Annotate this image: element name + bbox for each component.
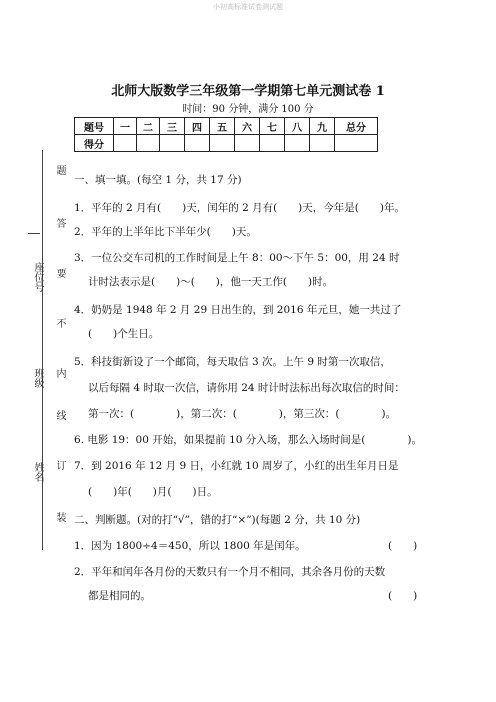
score-cell	[285, 135, 310, 152]
binding-line	[42, 150, 43, 550]
judge-question-2: 2．平年和闰年各月份的天数只有一个月不相同，其余各月份的天数	[74, 566, 386, 578]
question-5-blanks: 第一次：( )，第二次：( )，第三次：( )。	[88, 408, 397, 420]
judge-question-1: 1．因为 1800÷4＝450，所以 1800 年是闰年。	[74, 540, 306, 552]
score-cell	[235, 135, 260, 152]
score-cell: 总分	[335, 118, 378, 135]
seat-fill-line	[28, 233, 40, 234]
question-7: 7．到 2016 年 12 月 9 日，小红就 10 周岁了，小红的出生年月日是	[74, 460, 399, 472]
score-cell	[160, 135, 185, 152]
score-cell	[310, 135, 335, 152]
seal-char-8: 装	[54, 512, 65, 522]
question-3-cont: 计时法表示是( )～( )，他一天工作( )时。	[88, 276, 334, 288]
score-cell	[185, 135, 210, 152]
score-table-header-row	[75, 118, 378, 135]
question-5-cont: 以后每隔 4 时取一次信，请你用 24 时计时法标出每次取信的时间：	[88, 382, 405, 394]
judge-answer-box-1: ( )	[388, 540, 418, 552]
score-cell: 四	[185, 118, 210, 135]
score-table	[74, 117, 378, 152]
score-cell	[114, 135, 137, 152]
score-cell: 三	[160, 118, 185, 135]
name-label: 姓名	[32, 462, 43, 482]
page-subtitle: 时间：90 分钟，满分 100 分	[182, 104, 314, 115]
score-cell: 七	[260, 118, 285, 135]
question-4-cont: ( )个生日。	[88, 328, 160, 340]
section1-heading: 一、填一填。(每空 1 分，共 17 分)	[74, 174, 242, 186]
score-cell: 六	[235, 118, 260, 135]
section2-heading: 二、判断题。(对的打“√”，错的打“×”)(每题 2 分，共 10 分)	[74, 514, 361, 526]
question-7-cont: ( )年( )月( )日。	[88, 486, 218, 498]
score-cell: 得分	[75, 135, 114, 152]
question-4: 4．奶奶是 1948 年 2 月 29 日出生的，到 2016 年元旦，她一共过了	[74, 304, 402, 316]
question-3: 3．一位公交车司机的工作时间是上午 8：00～下午 5：00，用 24 时	[74, 252, 400, 264]
score-cell	[335, 135, 378, 152]
question-1: 1．平年的 2 月有( )天，闰年的 2 月有( )天，今年是( )年。	[74, 202, 405, 214]
score-cell: 一	[114, 118, 137, 135]
score-cell	[137, 135, 160, 152]
seal-char-4: 不	[54, 318, 65, 328]
seal-char-2: 答	[54, 218, 65, 228]
seal-char-1: 题	[54, 165, 65, 175]
question-2: 2．平年的上半年比下半年少( )天。	[74, 226, 257, 238]
score-cell: 八	[285, 118, 310, 135]
judge-question-2-cont: 都是相同的。	[88, 590, 151, 602]
score-cell	[260, 135, 285, 152]
header-note: 小初高标准试卷测试题	[213, 3, 283, 11]
seal-char-7: 订	[54, 460, 65, 470]
seal-char-5: 内	[54, 368, 65, 378]
score-cell: 五	[210, 118, 235, 135]
judge-answer-box-2: ( )	[388, 590, 418, 602]
seal-char-3: 要	[54, 268, 65, 278]
score-cell	[210, 135, 235, 152]
score-table-score-row	[75, 135, 378, 152]
question-6: 6. 电影 19：00 开始，如果提前 10 分入场，那么入场时间是( )。	[74, 434, 422, 446]
score-cell: 二	[137, 118, 160, 135]
seal-char-6: 线	[54, 410, 65, 420]
question-5: 5．科技街新设了一个邮筒，每天取信 3 次。上午 9 时第一次取信，	[74, 356, 391, 368]
class-label: 班级	[32, 368, 43, 388]
seat-label: 座位号	[32, 262, 43, 292]
page-title: 北师大版数学三年级第一学期第七单元测试卷 1	[111, 84, 385, 99]
score-cell: 九	[310, 118, 335, 135]
score-cell: 题号	[75, 118, 114, 135]
